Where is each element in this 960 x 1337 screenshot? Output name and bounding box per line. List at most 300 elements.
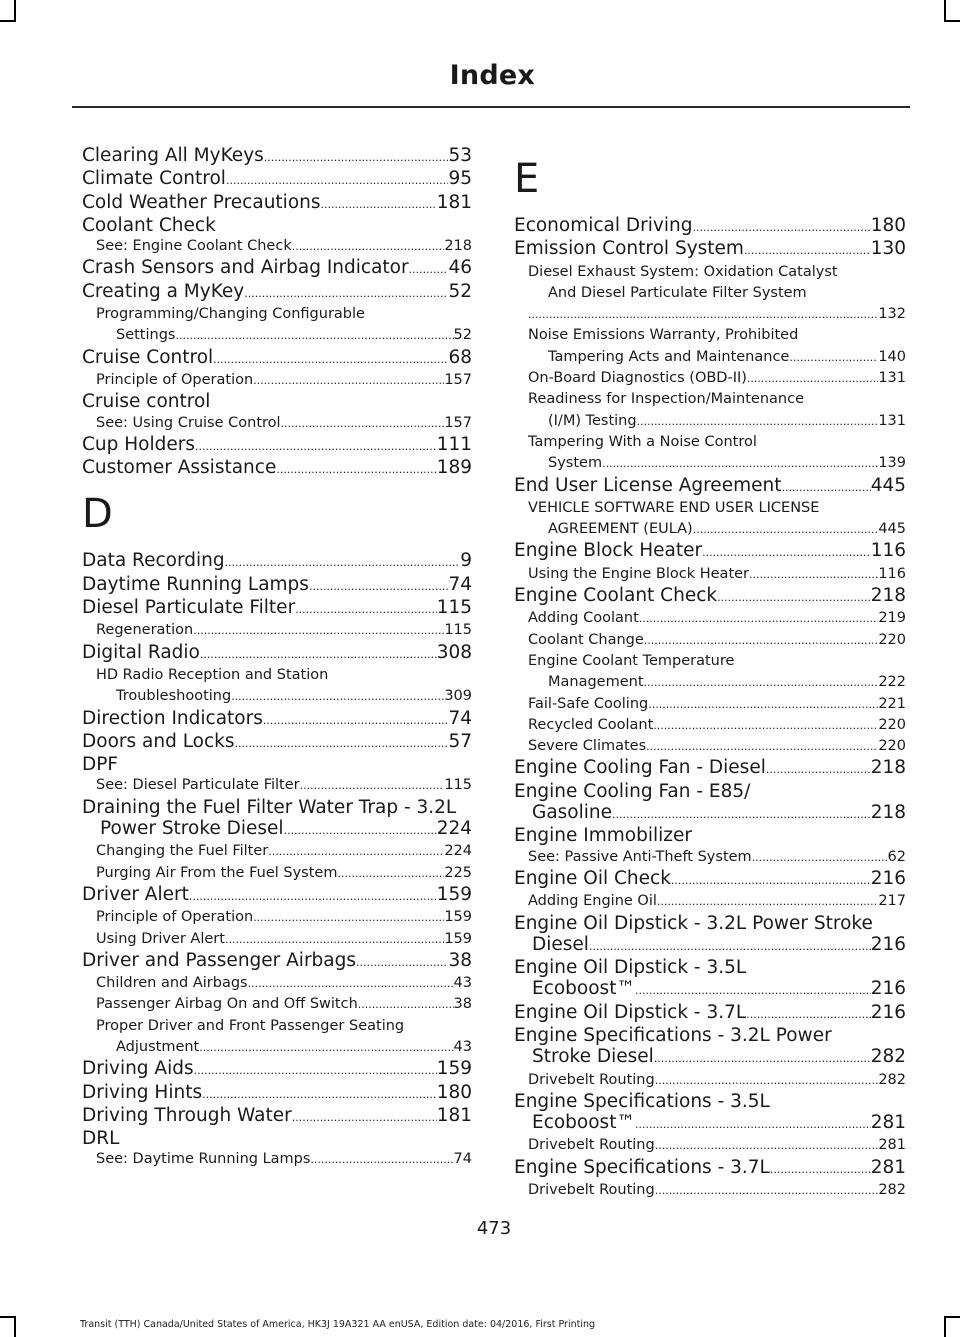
index-entry-text: VEHICLE SOFTWARE END USER LICENSE bbox=[528, 499, 820, 516]
header-divider bbox=[72, 106, 910, 108]
index-entry-text: Creating a MyKey bbox=[82, 280, 245, 302]
index-page-ref: 218 bbox=[444, 238, 472, 255]
index-entry bbox=[82, 192, 472, 215]
index-entry-text: Driver and Passenger Airbags bbox=[82, 949, 357, 971]
index-page-ref: 116 bbox=[878, 565, 906, 582]
index-entry-text: (I/M) Testing bbox=[548, 412, 637, 429]
dot-leader bbox=[264, 147, 449, 168]
dot-leader bbox=[644, 672, 879, 693]
index-page-ref: 180 bbox=[870, 215, 906, 236]
index-page-ref: 159 bbox=[444, 930, 472, 947]
index-entry bbox=[514, 957, 906, 1002]
index-entry bbox=[82, 775, 472, 796]
index-entry bbox=[514, 1091, 906, 1136]
crop-mark bbox=[944, 1316, 960, 1318]
crop-mark bbox=[944, 0, 946, 20]
index-page-ref: 218 bbox=[870, 757, 906, 779]
dot-leader bbox=[747, 368, 878, 389]
section-letter: D bbox=[82, 491, 113, 538]
index-entry-text: Engine Oil Dipstick - 3.5L bbox=[514, 957, 747, 979]
index-entry bbox=[82, 597, 472, 620]
index-entry bbox=[82, 708, 472, 731]
dot-leader bbox=[639, 608, 879, 629]
index-page-ref: 216 bbox=[870, 978, 906, 1000]
index-entry-text: Driving Through Water bbox=[82, 1104, 292, 1126]
index-entry bbox=[514, 432, 906, 475]
index-entry bbox=[514, 540, 906, 563]
dot-leader bbox=[253, 907, 444, 928]
index-page-ref: 157 bbox=[444, 414, 472, 431]
index-entry-text: Purging Air From the Fuel System bbox=[96, 864, 338, 881]
index-entry bbox=[514, 757, 906, 780]
dot-leader bbox=[310, 1149, 453, 1170]
index-page-ref: 181 bbox=[436, 191, 472, 213]
dot-leader bbox=[225, 552, 461, 573]
index-entry bbox=[514, 651, 906, 694]
dot-leader bbox=[175, 325, 453, 346]
index-entry-text: Engine Coolant Check bbox=[514, 585, 718, 607]
index-page-ref: 224 bbox=[436, 818, 472, 840]
index-page-ref: 220 bbox=[878, 716, 906, 733]
index-page-ref: 130 bbox=[870, 238, 906, 260]
dot-leader bbox=[781, 477, 870, 498]
dot-leader bbox=[655, 1180, 879, 1201]
index-entry-text: Tampering With a Noise Control bbox=[528, 433, 757, 450]
index-page-ref: 282 bbox=[870, 1046, 906, 1068]
index-page-ref: 220 bbox=[878, 738, 906, 755]
dot-leader bbox=[770, 1159, 871, 1180]
index-entry-text: And Diesel Particulate Filter System bbox=[548, 284, 807, 301]
index-entry bbox=[82, 257, 472, 280]
index-page-ref: 221 bbox=[878, 695, 906, 712]
index-entry bbox=[82, 1016, 472, 1059]
index-page-ref: 157 bbox=[444, 371, 472, 388]
index-entry-text: Driver Alert bbox=[82, 883, 189, 905]
dot-leader bbox=[693, 519, 879, 540]
index-entry bbox=[82, 731, 472, 754]
index-page-ref: 218 bbox=[870, 802, 906, 824]
index-entry-text: See: Passive Anti-Theft System bbox=[528, 848, 752, 865]
index-entry-text: Adding Engine Oil bbox=[528, 893, 657, 910]
index-entry-text: Climate Control bbox=[82, 168, 226, 190]
index-entry-text: Gasoline bbox=[532, 802, 613, 824]
dot-leader bbox=[284, 820, 437, 841]
index-entry-text: See: Daytime Running Lamps bbox=[96, 1151, 311, 1168]
index-entry bbox=[82, 304, 472, 347]
index-page-ref: 282 bbox=[878, 1071, 906, 1088]
index-entry bbox=[514, 891, 906, 912]
index-entry bbox=[514, 1180, 906, 1201]
index-entry-text: Using the Engine Block Heater bbox=[528, 565, 750, 582]
dot-leader bbox=[766, 759, 871, 780]
index-entry bbox=[514, 389, 906, 432]
index-page-ref: 38 bbox=[453, 996, 472, 1013]
index-entry bbox=[514, 1135, 906, 1156]
index-entry-text: Noise Emissions Warranty, Prohibited bbox=[528, 327, 799, 344]
dot-leader bbox=[225, 929, 444, 950]
index-heading: Engine Immobilizer bbox=[514, 825, 692, 847]
index-page-ref: 139 bbox=[878, 455, 906, 472]
index-entry-text: Direction Indicators bbox=[82, 707, 263, 729]
index-entry-text: Children and Airbags bbox=[96, 975, 248, 992]
index-entry bbox=[514, 630, 906, 651]
dot-leader bbox=[292, 1107, 437, 1128]
dot-leader bbox=[789, 347, 878, 368]
index-entry bbox=[514, 847, 906, 868]
index-entry bbox=[82, 1105, 472, 1128]
dot-leader bbox=[612, 804, 871, 825]
dot-leader bbox=[646, 736, 878, 757]
dot-leader bbox=[746, 1004, 870, 1025]
index-entry bbox=[82, 1082, 472, 1105]
index-entry-text: Driving Hints bbox=[82, 1081, 203, 1103]
index-entry bbox=[514, 368, 906, 389]
index-entry-text: Engine Oil Dipstick - 3.7L bbox=[514, 1001, 747, 1023]
index-entry-text: Ecoboost™ bbox=[532, 1112, 635, 1134]
dot-leader bbox=[602, 453, 878, 474]
index-entry bbox=[82, 168, 472, 191]
index-page-ref: 132 bbox=[878, 306, 906, 323]
index-entry bbox=[82, 884, 472, 907]
crop-mark bbox=[14, 0, 16, 20]
index-entry-text: Daytime Running Lamps bbox=[82, 573, 309, 595]
index-page-ref: 38 bbox=[448, 949, 472, 971]
index-entry bbox=[82, 347, 472, 370]
index-entry-text: Engine Specifications - 3.7L bbox=[514, 1156, 770, 1178]
index-entry bbox=[82, 863, 472, 884]
dot-leader bbox=[194, 1060, 437, 1081]
index-entry bbox=[514, 694, 906, 715]
index-page-ref: 218 bbox=[870, 585, 906, 607]
index-entry-text: Tampering Acts and Maintenance bbox=[548, 348, 790, 365]
index-heading: Cruise control bbox=[82, 391, 211, 413]
dot-leader bbox=[648, 694, 878, 715]
index-page-ref: 53 bbox=[448, 145, 472, 166]
index-entry-text: Principle of Operation bbox=[96, 371, 254, 388]
crop-mark bbox=[14, 1316, 16, 1337]
index-entry bbox=[82, 665, 472, 708]
index-entry bbox=[82, 1058, 472, 1081]
index-entry-text: Diesel bbox=[532, 933, 589, 955]
index-entry-text: Coolant Change bbox=[528, 631, 644, 648]
index-entry-text: Engine Cooling Fan - E85/ bbox=[514, 780, 751, 802]
index-entry-text: On-Board Diagnostics (OBD-II) bbox=[528, 370, 747, 387]
index-page-ref: 115 bbox=[444, 622, 472, 639]
index-page-ref: 131 bbox=[878, 370, 906, 387]
dot-leader bbox=[657, 891, 878, 912]
index-page-ref: 181 bbox=[436, 1104, 472, 1126]
index-page-ref: 282 bbox=[878, 1182, 906, 1199]
dot-leader bbox=[276, 459, 436, 480]
index-page-ref: 445 bbox=[870, 474, 906, 496]
index-page-ref: 225 bbox=[444, 864, 472, 881]
dot-leader bbox=[253, 370, 444, 391]
dot-leader bbox=[309, 576, 449, 597]
index-heading: Coolant Check bbox=[82, 214, 216, 236]
dot-leader bbox=[644, 630, 879, 651]
index-entry-text: Engine Cooling Fan - Diesel bbox=[514, 757, 766, 779]
index-entry-text: Engine Specifications - 3.2L Power bbox=[514, 1024, 832, 1046]
dot-leader bbox=[749, 564, 878, 585]
index-entry bbox=[514, 1025, 906, 1070]
index-page-ref: 131 bbox=[878, 412, 906, 429]
index-entry-text: Ecoboost™ bbox=[532, 978, 635, 1000]
dot-leader bbox=[235, 733, 449, 754]
index-entry bbox=[82, 550, 472, 573]
dot-leader bbox=[635, 1114, 871, 1135]
index-entry-text: Cup Holders bbox=[82, 433, 196, 455]
dot-leader bbox=[244, 283, 448, 304]
index-page-ref: 111 bbox=[436, 433, 472, 455]
dot-leader bbox=[268, 841, 444, 862]
index-entry-text: See: Using Cruise Control bbox=[96, 414, 281, 431]
crop-mark bbox=[0, 20, 16, 22]
index-column-right bbox=[514, 145, 906, 1201]
page-number: 473 bbox=[476, 1218, 512, 1239]
index-page-ref: 224 bbox=[444, 843, 472, 860]
index-entry-text: Adjustment bbox=[116, 1038, 200, 1055]
index-entry-text: Emission Control System bbox=[514, 238, 744, 260]
index-entry bbox=[82, 994, 472, 1015]
index-entry-text: See: Engine Coolant Check bbox=[96, 238, 292, 255]
index-entry-text: Customer Assistance bbox=[82, 457, 277, 479]
index-page-ref: 115 bbox=[444, 777, 472, 794]
index-page-ref: 159 bbox=[436, 883, 472, 905]
index-entry bbox=[82, 457, 472, 480]
index-page-ref: 74 bbox=[448, 707, 472, 729]
index-heading: DPF bbox=[82, 754, 119, 776]
index-entry-text: Fail-Safe Cooling bbox=[528, 695, 649, 712]
dot-leader bbox=[199, 1037, 453, 1058]
index-entry-text: Engine Oil Dipstick - 3.2L Power Stroke bbox=[514, 912, 873, 934]
index-entry-text: Principle of Operation bbox=[96, 909, 254, 926]
index-page-ref: 445 bbox=[878, 521, 906, 538]
index-entry-text: Adding Coolant bbox=[528, 610, 639, 627]
dot-leader bbox=[358, 994, 454, 1015]
index-entry-text: Settings bbox=[116, 327, 176, 344]
index-entry bbox=[82, 1149, 472, 1170]
dot-leader bbox=[655, 1070, 879, 1091]
index-entry bbox=[82, 145, 472, 168]
dot-leader bbox=[248, 973, 454, 994]
index-page-ref: 52 bbox=[448, 280, 472, 302]
dot-leader bbox=[193, 620, 444, 641]
index-page-ref: 281 bbox=[878, 1137, 906, 1154]
index-entry-text: Recycled Coolant bbox=[528, 716, 654, 733]
index-entry bbox=[82, 973, 472, 994]
index-page-ref: 52 bbox=[453, 327, 472, 344]
index-entry-text: Digital Radio bbox=[82, 641, 200, 663]
index-entry-text: Drivebelt Routing bbox=[528, 1182, 655, 1199]
dot-leader bbox=[195, 436, 437, 457]
index-entry-text: Severe Climates bbox=[528, 738, 647, 755]
dot-leader bbox=[717, 587, 871, 608]
index-entry-text: Engine Oil Check bbox=[514, 867, 671, 889]
dot-leader bbox=[231, 686, 444, 707]
index-entry bbox=[514, 564, 906, 585]
index-page-ref: 216 bbox=[870, 1001, 906, 1023]
section-letter: E bbox=[514, 156, 540, 202]
index-entry bbox=[82, 950, 472, 973]
index-entry bbox=[82, 642, 472, 665]
index-page-ref: 180 bbox=[436, 1081, 472, 1103]
index-entry-text: Engine Specifications - 3.5L bbox=[514, 1090, 770, 1112]
index-entry-text: Diesel Exhaust System: Oxidation Catalyst bbox=[528, 263, 838, 280]
index-entry bbox=[514, 736, 906, 757]
index-entry bbox=[82, 434, 472, 457]
index-entry bbox=[514, 715, 906, 736]
index-entry-text: Cruise Control bbox=[82, 346, 214, 368]
index-entry bbox=[82, 281, 472, 304]
dot-leader bbox=[189, 886, 437, 907]
index-entry bbox=[82, 620, 472, 641]
index-entry-text: Economical Driving bbox=[514, 215, 693, 236]
index-page-ref: 115 bbox=[436, 597, 472, 619]
index-entry-text: See: Diesel Particulate Filter bbox=[96, 777, 300, 794]
index-page-ref: 309 bbox=[444, 688, 472, 705]
dot-leader bbox=[653, 715, 878, 736]
index-entry-text: Diesel Particulate Filter bbox=[82, 597, 296, 619]
index-entry bbox=[82, 841, 472, 862]
dot-leader bbox=[337, 863, 444, 884]
dot-leader bbox=[300, 775, 445, 796]
index-entry-text: HD Radio Reception and Station bbox=[96, 666, 329, 683]
index-entry bbox=[514, 585, 906, 608]
index-page-ref: 68 bbox=[448, 346, 472, 368]
index-entry-text: Power Stroke Diesel bbox=[100, 818, 284, 840]
index-entry-text: Management bbox=[548, 674, 644, 691]
crop-mark bbox=[944, 1316, 946, 1337]
page-title: Index bbox=[449, 60, 535, 91]
footer-edition-info: Transit (TTH) Canada/United States of America, HK3J 19A321 AA enUSA, Edition date: 04/2016, First Printing bbox=[80, 1319, 596, 1330]
index-page-ref: 46 bbox=[448, 257, 472, 279]
dot-leader bbox=[200, 644, 437, 665]
index-page-ref: 43 bbox=[453, 1038, 472, 1055]
index-page-ref: 217 bbox=[878, 893, 906, 910]
index-entry bbox=[82, 370, 472, 391]
index-entry-text: Drivebelt Routing bbox=[528, 1137, 655, 1154]
index-entry bbox=[514, 868, 906, 891]
dot-leader bbox=[226, 170, 449, 191]
dot-leader bbox=[637, 411, 879, 432]
index-entry bbox=[514, 498, 906, 541]
index-entry bbox=[514, 781, 906, 826]
dot-leader bbox=[409, 259, 449, 280]
index-page-ref: 9 bbox=[460, 550, 472, 572]
dot-leader bbox=[752, 847, 888, 868]
dot-leader bbox=[263, 710, 449, 731]
index-entry-text: Troubleshooting bbox=[116, 688, 232, 705]
index-entry bbox=[514, 262, 906, 326]
dot-leader bbox=[692, 217, 870, 238]
index-page-ref: 74 bbox=[453, 1151, 472, 1168]
index-entry-text: Draining the Fuel Filter Water Trap - 3.2L bbox=[82, 796, 457, 818]
dot-leader bbox=[702, 542, 871, 563]
dot-leader bbox=[744, 240, 871, 261]
index-page-ref: 95 bbox=[448, 168, 472, 190]
index-page-ref: 222 bbox=[878, 674, 906, 691]
index-entry-text: Proper Driver and Front Passenger Seating bbox=[96, 1017, 405, 1034]
index-page-ref: 216 bbox=[870, 867, 906, 889]
index-entry bbox=[82, 574, 472, 597]
index-entry-text: Changing the Fuel Filter bbox=[96, 843, 269, 860]
index-page-ref: 74 bbox=[448, 573, 472, 595]
dot-leader bbox=[213, 349, 448, 370]
index-entry bbox=[82, 929, 472, 950]
dot-leader bbox=[528, 304, 878, 325]
dot-leader bbox=[635, 980, 871, 1001]
index-page-ref: 219 bbox=[878, 610, 906, 627]
index-page-ref: 116 bbox=[870, 540, 906, 562]
dot-leader bbox=[281, 413, 445, 434]
index-entry bbox=[514, 1002, 906, 1025]
index-entry bbox=[514, 608, 906, 629]
index-entry-text: Readiness for Inspection/Maintenance bbox=[528, 391, 804, 408]
dot-leader bbox=[589, 936, 871, 957]
index-entry-text: Crash Sensors and Airbag Indicator bbox=[82, 257, 409, 279]
dot-leader bbox=[292, 236, 445, 257]
index-entry bbox=[514, 1157, 906, 1180]
index-entry bbox=[514, 215, 906, 238]
index-entry-text: Stroke Diesel bbox=[532, 1046, 654, 1068]
index-entry-text: End User License Agreement bbox=[514, 474, 782, 496]
index-page-ref: 281 bbox=[870, 1156, 906, 1178]
index-page-ref: 62 bbox=[887, 848, 906, 865]
index-heading: DRL bbox=[82, 1128, 120, 1150]
index-entry-text: Clearing All MyKeys bbox=[82, 145, 264, 166]
index-page-ref: 220 bbox=[878, 631, 906, 648]
index-entry bbox=[514, 475, 906, 498]
index-page-ref: 140 bbox=[878, 348, 906, 365]
crop-mark bbox=[944, 20, 960, 22]
index-entry-text: Doors and Locks bbox=[82, 730, 235, 752]
dot-leader bbox=[295, 599, 437, 620]
index-entry bbox=[514, 238, 906, 261]
index-entry bbox=[82, 236, 472, 257]
dot-leader bbox=[655, 1135, 879, 1156]
index-entry-text: Regeneration bbox=[96, 622, 194, 639]
index-entry-text: Using Driver Alert bbox=[96, 930, 225, 947]
index-entry bbox=[514, 1070, 906, 1091]
dot-leader bbox=[654, 1048, 871, 1069]
index-entry bbox=[514, 913, 906, 958]
index-page-ref: 57 bbox=[448, 730, 472, 752]
index-entry-text: Passenger Airbag On and Off Switch bbox=[96, 996, 358, 1013]
dot-leader bbox=[202, 1084, 437, 1105]
dot-leader bbox=[671, 870, 871, 891]
dot-leader bbox=[356, 952, 448, 973]
index-entry-text: Drivebelt Routing bbox=[528, 1071, 655, 1088]
index-entry-text: Engine Block Heater bbox=[514, 540, 703, 562]
index-entry-text: Cold Weather Precautions bbox=[82, 191, 321, 213]
index-page-ref: 43 bbox=[453, 975, 472, 992]
index-entry bbox=[82, 797, 472, 842]
index-entry-text: AGREEMENT (EULA) bbox=[548, 521, 693, 538]
index-entry-text: Data Recording bbox=[82, 550, 225, 572]
index-entry bbox=[514, 325, 906, 368]
index-page-ref: 159 bbox=[436, 1058, 472, 1080]
index-page-ref: 216 bbox=[870, 933, 906, 955]
index-entry-text: System bbox=[548, 455, 603, 472]
index-entry-text: Engine Coolant Temperature bbox=[528, 652, 735, 669]
crop-mark bbox=[0, 1316, 16, 1318]
index-page-ref: 308 bbox=[436, 641, 472, 663]
index-entry-text: Driving Aids bbox=[82, 1058, 194, 1080]
index-page-ref: 159 bbox=[444, 909, 472, 926]
index-column-left bbox=[82, 145, 472, 1171]
index-entry-text: Programming/Changing Configurable bbox=[96, 306, 365, 323]
dot-leader bbox=[321, 194, 437, 215]
